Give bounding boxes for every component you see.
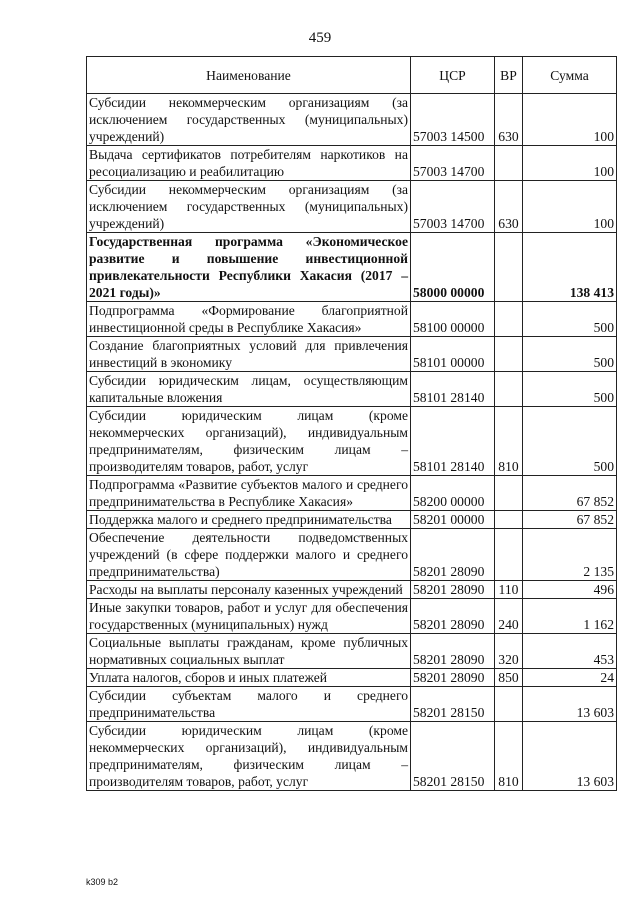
cell-sum: 67 852 xyxy=(523,476,617,511)
cell-csr: 58201 28150 xyxy=(411,722,495,791)
cell-csr: 58200 00000 xyxy=(411,476,495,511)
cell-sum: 496 xyxy=(523,581,617,599)
cell-vr: 110 xyxy=(495,581,523,599)
cell-csr: 57003 14500 xyxy=(411,94,495,146)
cell-name: Субсидии субъектам малого и среднего предпринимательства xyxy=(87,687,411,722)
cell-vr xyxy=(495,529,523,581)
table-row xyxy=(87,407,617,476)
table-row xyxy=(87,94,617,146)
cell-name: Выдача сертификатов потребителям наркотиков на ресоциализацию и реабилитацию xyxy=(87,146,411,181)
cell-csr: 57003 14700 xyxy=(411,146,495,181)
cell-csr: 58100 00000 xyxy=(411,302,495,337)
cell-csr: 58201 28090 xyxy=(411,634,495,669)
cell-sum: 24 xyxy=(523,669,617,687)
cell-name: Иные закупки товаров, работ и услуг для обеспечения государственных (муниципальных) нужд xyxy=(87,599,411,634)
cell-vr: 240 xyxy=(495,599,523,634)
cell-csr: 58201 28090 xyxy=(411,669,495,687)
cell-sum: 100 xyxy=(523,94,617,146)
cell-vr xyxy=(495,476,523,511)
cell-vr xyxy=(495,233,523,302)
cell-csr: 57003 14700 xyxy=(411,181,495,233)
cell-vr xyxy=(495,511,523,529)
table-row xyxy=(87,634,617,669)
header-vr: ВР xyxy=(495,57,523,94)
table-row xyxy=(87,302,617,337)
header-sum: Сумма xyxy=(523,57,617,94)
cell-vr: 320 xyxy=(495,634,523,669)
page-number: 459 xyxy=(308,30,332,46)
cell-csr: 58000 00000 xyxy=(411,233,495,302)
table-row xyxy=(87,181,617,233)
table-header-row xyxy=(87,57,617,94)
cell-vr: 850 xyxy=(495,669,523,687)
header-name: Наименование xyxy=(87,57,411,94)
cell-sum: 453 xyxy=(523,634,617,669)
cell-name: Социальные выплаты гражданам, кроме публичных нормативных социальных выплат xyxy=(87,634,411,669)
cell-csr: 58201 00000 xyxy=(411,511,495,529)
cell-vr xyxy=(495,372,523,407)
cell-name: Подпрограмма «Развитие субъектов малого и среднего предпринимательства в Республике Хакасия» xyxy=(87,476,411,511)
cell-sum: 1 162 xyxy=(523,599,617,634)
table-row xyxy=(87,476,617,511)
footer-code: k309 b2 xyxy=(86,877,119,887)
cell-vr xyxy=(495,146,523,181)
cell-name: Субсидии некоммерческим организациям (за исключением государственных (муниципальных) учреждений) xyxy=(87,181,411,233)
cell-sum: 500 xyxy=(523,372,617,407)
cell-sum: 500 xyxy=(523,337,617,372)
table-row xyxy=(87,669,617,687)
cell-vr: 630 xyxy=(495,181,523,233)
table-body xyxy=(87,94,617,791)
table-row xyxy=(87,599,617,634)
cell-vr: 630 xyxy=(495,94,523,146)
cell-sum: 2 135 xyxy=(523,529,617,581)
cell-sum: 100 xyxy=(523,181,617,233)
cell-sum: 500 xyxy=(523,407,617,476)
table-row xyxy=(87,529,617,581)
budget-table xyxy=(86,56,617,791)
cell-sum: 13 603 xyxy=(523,722,617,791)
cell-csr: 58201 28150 xyxy=(411,687,495,722)
cell-vr: 810 xyxy=(495,722,523,791)
cell-name: Расходы на выплаты персоналу казенных учреждений xyxy=(87,581,411,599)
table-row xyxy=(87,146,617,181)
cell-name: Создание благоприятных условий для привлечения инвестиций в экономику xyxy=(87,337,411,372)
table-row xyxy=(87,581,617,599)
cell-sum: 67 852 xyxy=(523,511,617,529)
table-row xyxy=(87,233,617,302)
cell-name: Субсидии некоммерческим организациям (за исключением государственных (муниципальных) учреждений) xyxy=(87,94,411,146)
cell-sum: 138 413 xyxy=(523,233,617,302)
cell-csr: 58101 28140 xyxy=(411,407,495,476)
cell-csr: 58201 28090 xyxy=(411,581,495,599)
cell-name: Субсидии юридическим лицам (кроме некоммерческих организаций), индивидуальным предпринимателям, физическим лицам – производителям товаров, работ, услуг xyxy=(87,722,411,791)
cell-name: Поддержка малого и среднего предпринимательства xyxy=(87,511,411,529)
table-row xyxy=(87,511,617,529)
header-csr: ЦСР xyxy=(411,57,495,94)
cell-csr: 58101 28140 xyxy=(411,372,495,407)
cell-vr xyxy=(495,337,523,372)
cell-name: Подпрограмма «Формирование благоприятной инвестиционной среды в Республике Хакасия» xyxy=(87,302,411,337)
cell-name: Обеспечение деятельности подведомственных учреждений (в сфере поддержки малого и среднего предпринимательства) xyxy=(87,529,411,581)
cell-sum: 13 603 xyxy=(523,687,617,722)
table-row xyxy=(87,337,617,372)
cell-csr: 58201 28090 xyxy=(411,529,495,581)
table-row xyxy=(87,687,617,722)
cell-name: Субсидии юридическим лицам, осуществляющим капитальные вложения xyxy=(87,372,411,407)
cell-sum: 100 xyxy=(523,146,617,181)
cell-vr xyxy=(495,302,523,337)
table-row xyxy=(87,372,617,407)
cell-sum: 500 xyxy=(523,302,617,337)
cell-name: Уплата налогов, сборов и иных платежей xyxy=(87,669,411,687)
cell-name: Субсидии юридическим лицам (кроме некоммерческих организаций), индивидуальным предпринимателям, физическим лицам – производителям товаров, работ, услуг xyxy=(87,407,411,476)
cell-csr: 58201 28090 xyxy=(411,599,495,634)
cell-vr xyxy=(495,687,523,722)
table-row xyxy=(87,722,617,791)
cell-vr: 810 xyxy=(495,407,523,476)
cell-name: Государственная программа «Экономическое развитие и повышение инвестиционной привлекательности Республики Хакасия (2017 – 2021 годы)» xyxy=(87,233,411,302)
cell-csr: 58101 00000 xyxy=(411,337,495,372)
